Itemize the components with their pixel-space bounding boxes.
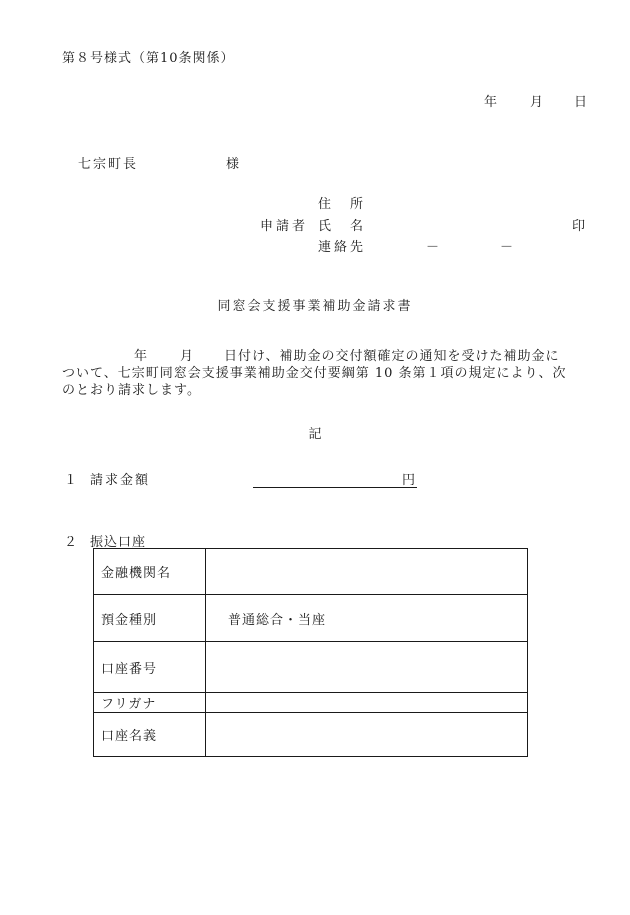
body-paragraph bbox=[62, 348, 592, 399]
seal-mark: 印 bbox=[572, 219, 586, 234]
applicant-address-label: 住 所 bbox=[318, 197, 367, 212]
account-holder-label: 口座名義 bbox=[94, 713, 206, 757]
furigana-row bbox=[94, 693, 528, 713]
account-number-field[interactable] bbox=[206, 642, 528, 693]
furigana-label: フリガナ bbox=[94, 693, 206, 713]
bank-name-row bbox=[94, 549, 528, 595]
deposit-type-label: 預金種別 bbox=[94, 595, 206, 642]
account-holder-row bbox=[94, 713, 528, 757]
deposit-type-value[interactable]: 普通総合・当座 bbox=[206, 595, 528, 642]
bank-name-field[interactable] bbox=[206, 549, 528, 595]
body-month: 月 bbox=[180, 349, 195, 364]
body-line-1-rest: 日付け、補助金の交付額確定の通知を受けた補助金に bbox=[224, 349, 560, 364]
bank-account-table bbox=[93, 548, 528, 757]
date-day-label: 日 bbox=[574, 95, 588, 110]
date-month-label: 月 bbox=[530, 95, 544, 110]
applicant-name-label: 氏 名 bbox=[318, 219, 367, 234]
bank-name-label: 金融機関名 bbox=[94, 549, 206, 595]
amount-underline bbox=[253, 487, 417, 488]
body-line-1 bbox=[62, 348, 592, 365]
contact-dash-1: － bbox=[426, 240, 440, 255]
account-number-label: 口座番号 bbox=[94, 642, 206, 693]
item-1-number: １ bbox=[64, 473, 78, 488]
body-line-3: のとおり請求します。 bbox=[62, 383, 201, 398]
item-2-label: 振込口座 bbox=[90, 535, 147, 550]
addressee-honorific: 様 bbox=[226, 157, 240, 172]
body-year: 年 bbox=[134, 349, 149, 364]
addressee-name: 七宗町長 bbox=[78, 157, 139, 172]
body-line-2: ついて、七宗町同窓会支援事業補助金交付要綱第 10 条第１項の規定により、次 bbox=[62, 366, 567, 381]
item-2-number: ２ bbox=[64, 535, 78, 550]
applicant-contact-label: 連絡先 bbox=[318, 240, 367, 255]
form-number: 第８号様式（第10条関係） bbox=[62, 51, 235, 66]
deposit-type-row bbox=[94, 595, 528, 642]
contact-dash-2: － bbox=[500, 240, 514, 255]
date-year-label: 年 bbox=[484, 95, 498, 110]
item-1-label: 請求金額 bbox=[90, 473, 151, 488]
account-number-row bbox=[94, 642, 528, 693]
furigana-field[interactable] bbox=[206, 693, 528, 713]
item-1-unit: 円 bbox=[402, 473, 416, 488]
document-title: 同窓会支援事業補助金請求書 bbox=[217, 299, 413, 314]
ki-heading: 記 bbox=[308, 427, 322, 442]
account-holder-field[interactable] bbox=[206, 713, 528, 757]
applicant-role-label: 申請者 bbox=[260, 219, 309, 234]
